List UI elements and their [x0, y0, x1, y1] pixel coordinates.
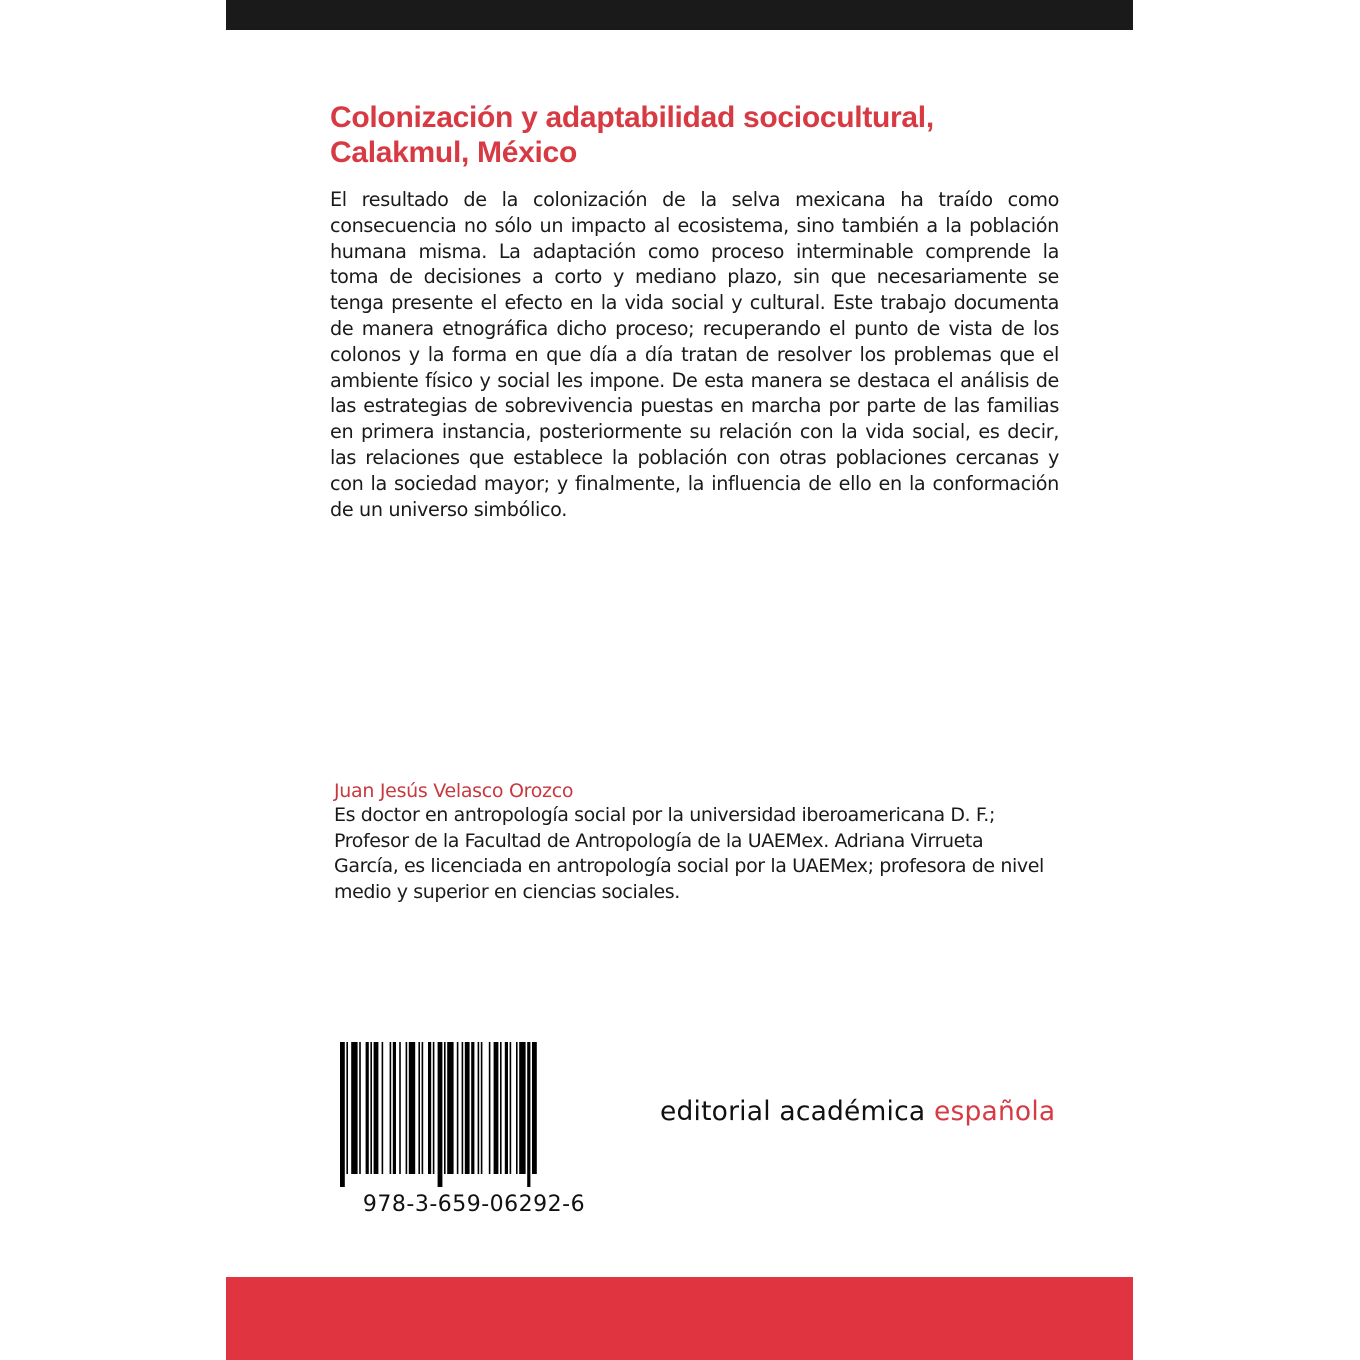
barcode-bars — [338, 1042, 610, 1187]
author-name: Juan Jesús Velasco Orozco — [334, 780, 574, 802]
barcode-bar — [505, 1042, 508, 1174]
barcode-bar — [478, 1042, 480, 1174]
isbn-barcode — [338, 1042, 610, 1222]
barcode-bar — [359, 1042, 361, 1174]
barcode-bar — [471, 1042, 474, 1174]
barcode-bar — [438, 1042, 443, 1187]
barcode-bar — [516, 1042, 518, 1174]
book-title: Colonización y adaptabilidad sociocultural, Calakmul, México — [330, 101, 934, 169]
barcode-bar — [444, 1042, 446, 1174]
publisher-name-accent: española — [933, 1096, 1056, 1127]
barcode-bar — [393, 1042, 396, 1174]
barcode-bar — [433, 1042, 435, 1174]
publisher-logo — [660, 1095, 1080, 1129]
barcode-bar — [532, 1042, 537, 1174]
barcode-bar — [465, 1042, 470, 1174]
barcode-bar — [489, 1042, 491, 1174]
barcode-bar — [409, 1042, 415, 1174]
barcode-bar — [340, 1042, 345, 1187]
top-color-band — [226, 0, 1133, 30]
author-bio: Es doctor en antropología social por la universidad iberoamericana D. F.; Profesor de la Facultad de Antropología de la UAEMex. Adriana Virrueta García, es licenciada en antropología social por la UAEMex; profesora de nivel medio y superior en ciencias sociales. — [334, 804, 1044, 903]
book-description: El resultado de la colonización de la selva mexicana ha traído como consecuencia no sólo un impacto al ecosistema, sino también a la población humana misma. La adaptación como proceso interminable comprende la toma de decisiones a corto y mediano plazo, sin que necesariamente se tenga presente el efecto en la vida social y cultural. Este trabajo documenta de manera etnográfica dicho proceso; recuperando el punto de vista de los colonos y la forma en que día a día tratan de resolver los problemas que el ambiente físico y social les impone. De esta manera se destaca el análisis de las estrategias de sobrevivencia puestas en marcha por parte de las familias en primera instancia, posteriormente su relación con la vida social, es decir, las relaciones que establece la población con otras poblaciones cercanas y con la sociedad mayor; y finalmente, la influencia de ello en la conformación de un universo simbólico. — [330, 188, 1059, 521]
barcode-bar — [370, 1042, 372, 1174]
barcode-bar — [351, 1042, 357, 1174]
barcode-bar — [366, 1042, 369, 1174]
barcode-bar — [346, 1042, 348, 1174]
barcode-bar — [374, 1042, 379, 1174]
barcode-bar — [462, 1042, 464, 1174]
barcode-bar — [390, 1042, 392, 1174]
barcode-bar — [428, 1042, 431, 1174]
barcode-bar — [418, 1042, 420, 1174]
barcode-bar — [510, 1042, 512, 1174]
barcode-bar — [500, 1042, 502, 1174]
barcode-bar — [447, 1042, 453, 1174]
barcode-bar — [382, 1042, 384, 1174]
bottom-color-band — [226, 1277, 1133, 1360]
barcode-bar — [422, 1042, 424, 1174]
barcode-bar — [457, 1042, 459, 1174]
isbn-number: 978-3-659-06292-6 — [362, 1192, 586, 1217]
barcode-bar — [519, 1042, 525, 1174]
barcode-bar — [399, 1042, 401, 1174]
barcode-bar — [494, 1042, 499, 1174]
barcode-bar — [481, 1042, 483, 1174]
barcode-bar — [527, 1042, 530, 1187]
publisher-name-main: editorial académica — [660, 1096, 934, 1127]
barcode-bar — [406, 1042, 408, 1174]
